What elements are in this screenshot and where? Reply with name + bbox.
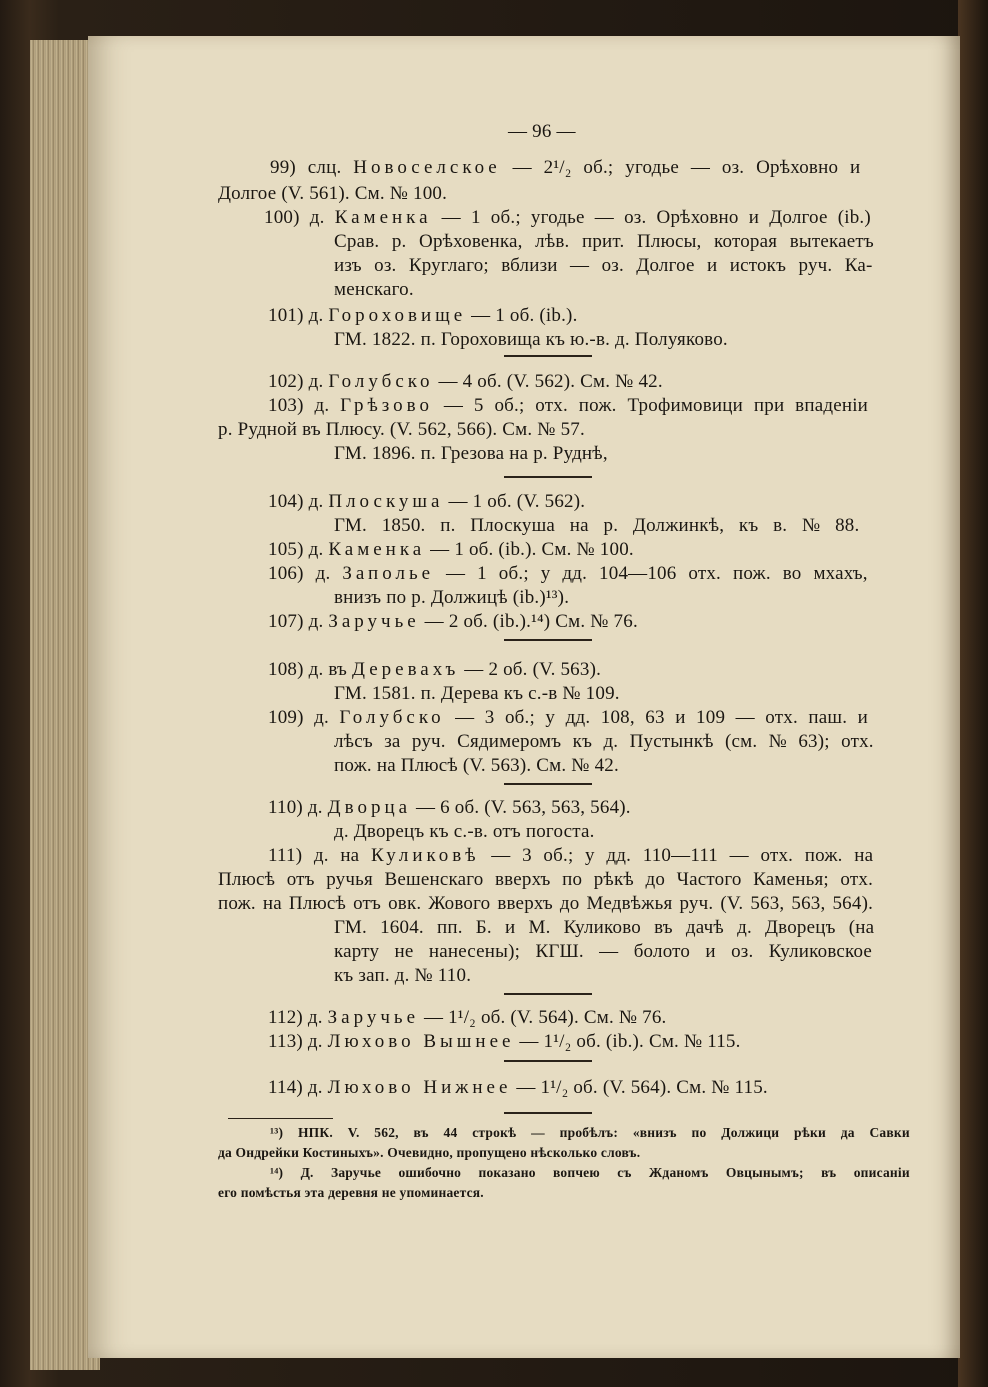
text-line xyxy=(268,796,631,820)
text-line xyxy=(334,940,872,964)
text-segment: — 3 об.; у дд. 110—111 — отх. пож. на xyxy=(479,845,874,866)
text-segment: 106) д. xyxy=(268,563,343,584)
text-segment: — 4 об. (V. 562). См. № 42. xyxy=(433,371,663,392)
text-line xyxy=(270,156,860,180)
text-line xyxy=(334,754,619,778)
text-segment: пож. на Плюсѣ отъ овк. Жового вверхъ до Медвѣжья руч. (V. 563, 563, 564). xyxy=(218,893,874,914)
place-name: Дворца xyxy=(327,797,412,818)
footnote-line: его помѣстья эта деревня не упоминается. xyxy=(218,1185,484,1200)
text-line xyxy=(334,254,872,278)
text-segment: Долгое (V. 561). См. № 100. xyxy=(218,183,448,204)
place-name: Заручье xyxy=(327,1007,419,1028)
text-segment: ГМ. 1604. пп. Б. и М. Куликово въ дачѣ д. Дворецъ (на xyxy=(334,917,875,938)
text-line xyxy=(268,610,638,634)
text-segment: внизъ по р. Должицѣ (ib.)¹³). xyxy=(334,587,570,608)
text-segment: — 1 об.; у дд. 104—106 отх. пож. во мхахъ, xyxy=(434,563,868,584)
text-segment: 102) д. xyxy=(268,371,329,392)
text-line xyxy=(334,514,859,538)
text-line xyxy=(268,394,868,418)
book-page xyxy=(88,36,960,1358)
text-line xyxy=(268,490,585,514)
text-segment: — 2 об. (ib.).¹⁴) См. № 76. xyxy=(419,611,638,632)
text-line xyxy=(334,586,569,610)
text-segment: — 1¹/₂ об. (ib.). См. № 115. xyxy=(514,1031,741,1052)
text-segment: Срав. р. Орѣховенка, лѣв. прит. Плюсы, которая вытекаетъ xyxy=(334,231,874,252)
place-name: Каменка xyxy=(328,539,426,560)
text-line xyxy=(218,418,585,442)
text-segment: къ зап. д. № 110. xyxy=(334,965,472,986)
section-divider xyxy=(504,355,592,357)
place-name: Заполье xyxy=(342,563,435,584)
section-divider xyxy=(504,1112,592,1114)
text-segment: 113) д. xyxy=(268,1031,328,1052)
footnote-rule xyxy=(228,1118,333,1119)
place-name: Голубско xyxy=(328,371,434,392)
place-name: Грѣзово xyxy=(340,395,433,416)
text-segment: 105) д. xyxy=(268,539,329,560)
text-line xyxy=(268,538,634,562)
place-name: Деревахъ xyxy=(352,659,460,680)
place-name: Люхово Вышнее xyxy=(327,1031,515,1052)
text-segment: Плюсѣ отъ ручья Вешенскаго вверхъ по рѣкѣ до Частого Каменья; отх. xyxy=(218,869,874,890)
text-segment: 100) д. xyxy=(264,207,335,228)
place-name: Новоселское xyxy=(353,157,501,178)
section-divider xyxy=(504,476,592,478)
text-line xyxy=(268,304,578,328)
text-segment: 108) д. въ xyxy=(268,659,353,680)
footnote-line: ¹³) НПК. V. 562, въ 44 строкѣ — пробѣлъ: «внизъ по Должици рѣки да Савки xyxy=(270,1125,910,1140)
text-segment: — 2 об. (V. 563). xyxy=(459,659,602,680)
place-name: Люхово Нижнее xyxy=(327,1077,512,1098)
text-line xyxy=(268,562,868,586)
text-segment: — 1¹/₂ об. (V. 564). См. № 76. xyxy=(419,1007,667,1028)
text-segment: — 2¹/₂ об.; угодье — оз. Орѣховно и xyxy=(500,157,861,178)
text-segment: ГМ. 1822. п. Гороховища къ ю.-в. д. Полуяково. xyxy=(334,329,728,350)
text-segment: — 1 об. (ib.). См. № 100. xyxy=(425,539,634,560)
text-segment: 109) д. xyxy=(268,707,340,728)
text-line xyxy=(218,182,447,206)
text-segment: 99) слц. xyxy=(270,157,354,178)
text-segment: — 1¹/₂ об. (V. 564). См. № 115. xyxy=(511,1077,768,1098)
text-line xyxy=(334,278,414,302)
text-line xyxy=(268,706,868,730)
text-line xyxy=(218,892,873,916)
text-line xyxy=(268,370,663,394)
text-line xyxy=(334,230,874,254)
text-line xyxy=(334,328,728,352)
place-name: Голубско xyxy=(339,707,445,728)
text-line xyxy=(218,868,873,892)
text-segment: 103) д. xyxy=(268,395,341,416)
text-line xyxy=(268,1076,768,1100)
place-name: Куликовѣ xyxy=(370,845,480,866)
text-line xyxy=(334,682,620,706)
book-spine xyxy=(958,0,988,1387)
text-segment: — 6 об. (V. 563, 563, 564). xyxy=(411,797,631,818)
text-segment: — 3 об.; у дд. 108, 63 и 109 — отх. паш. и xyxy=(444,707,869,728)
footnote-line: да Ондрейки Костиныхъ». Очевидно, пропущено нѣсколько словъ. xyxy=(218,1145,641,1160)
footnote-line: ¹⁴) Д. Заручье ошибочно показано вопчею съ Жданомъ Овцынымъ; въ описаніи xyxy=(270,1165,910,1180)
text-line xyxy=(334,820,595,844)
text-line xyxy=(264,206,871,230)
text-segment: 112) д. xyxy=(268,1007,328,1028)
text-segment: ГМ. 1896. п. Грезова на р. Руднѣ, xyxy=(334,443,608,464)
text-line xyxy=(268,658,601,682)
text-segment: — 1 об. (ib.). xyxy=(466,305,578,326)
text-line xyxy=(268,1030,741,1054)
place-name: Плоскуша xyxy=(328,491,444,512)
text-segment: 111) д. на xyxy=(268,845,371,866)
text-line xyxy=(334,916,874,940)
text-segment: — 5 об.; отх. пож. Трофимовици при впаденіи xyxy=(433,395,869,416)
text-segment: 107) д. xyxy=(268,611,329,632)
place-name: Каменка xyxy=(334,207,432,228)
text-segment: менскаго. xyxy=(334,279,414,300)
text-line xyxy=(334,442,608,466)
text-segment: 101) д. xyxy=(268,305,329,326)
text-segment: 104) д. xyxy=(268,491,329,512)
section-divider xyxy=(504,783,592,785)
text-line xyxy=(268,844,873,868)
page-number: — 96 — xyxy=(508,121,576,142)
section-divider xyxy=(504,639,592,641)
text-segment: пож. на Плюсѣ (V. 563). См. № 42. xyxy=(334,755,619,776)
place-name: Гороховище xyxy=(328,305,467,326)
text-line xyxy=(334,964,471,988)
text-line xyxy=(334,730,874,754)
section-divider xyxy=(504,993,592,995)
text-segment: изъ оз. Круглаго; вблизи — оз. Долгое и истокъ руч. Ка- xyxy=(334,255,873,276)
text-segment: ГМ. 1581. п. Дерева къ с.-в № 109. xyxy=(334,683,620,704)
text-segment: — 1 об.; угодье — оз. Орѣховно и Долгое (ib.) xyxy=(431,207,871,228)
text-segment: лѣсъ за руч. Сядимеромъ къ д. Пустынкѣ (см. № 63); отх. xyxy=(334,731,874,752)
text-segment: карту не нанесены); КГШ. — болото и оз. Куликовское xyxy=(334,941,873,962)
text-segment: 110) д. xyxy=(268,797,328,818)
place-name: Заручье xyxy=(328,611,420,632)
text-segment: д. Дворецъ къ с.-в. отъ погоста. xyxy=(334,821,595,842)
text-segment: — 1 об. (V. 562). xyxy=(443,491,586,512)
text-segment: ГМ. 1850. п. Плоскуша на р. Должинкѣ, къ в. № 88. xyxy=(334,515,860,536)
text-segment: р. Рудной въ Плюсу. (V. 562, 566). См. № 57. xyxy=(218,419,585,440)
text-line xyxy=(268,1006,666,1030)
section-divider xyxy=(504,1060,592,1062)
text-segment: 114) д. xyxy=(268,1077,328,1098)
